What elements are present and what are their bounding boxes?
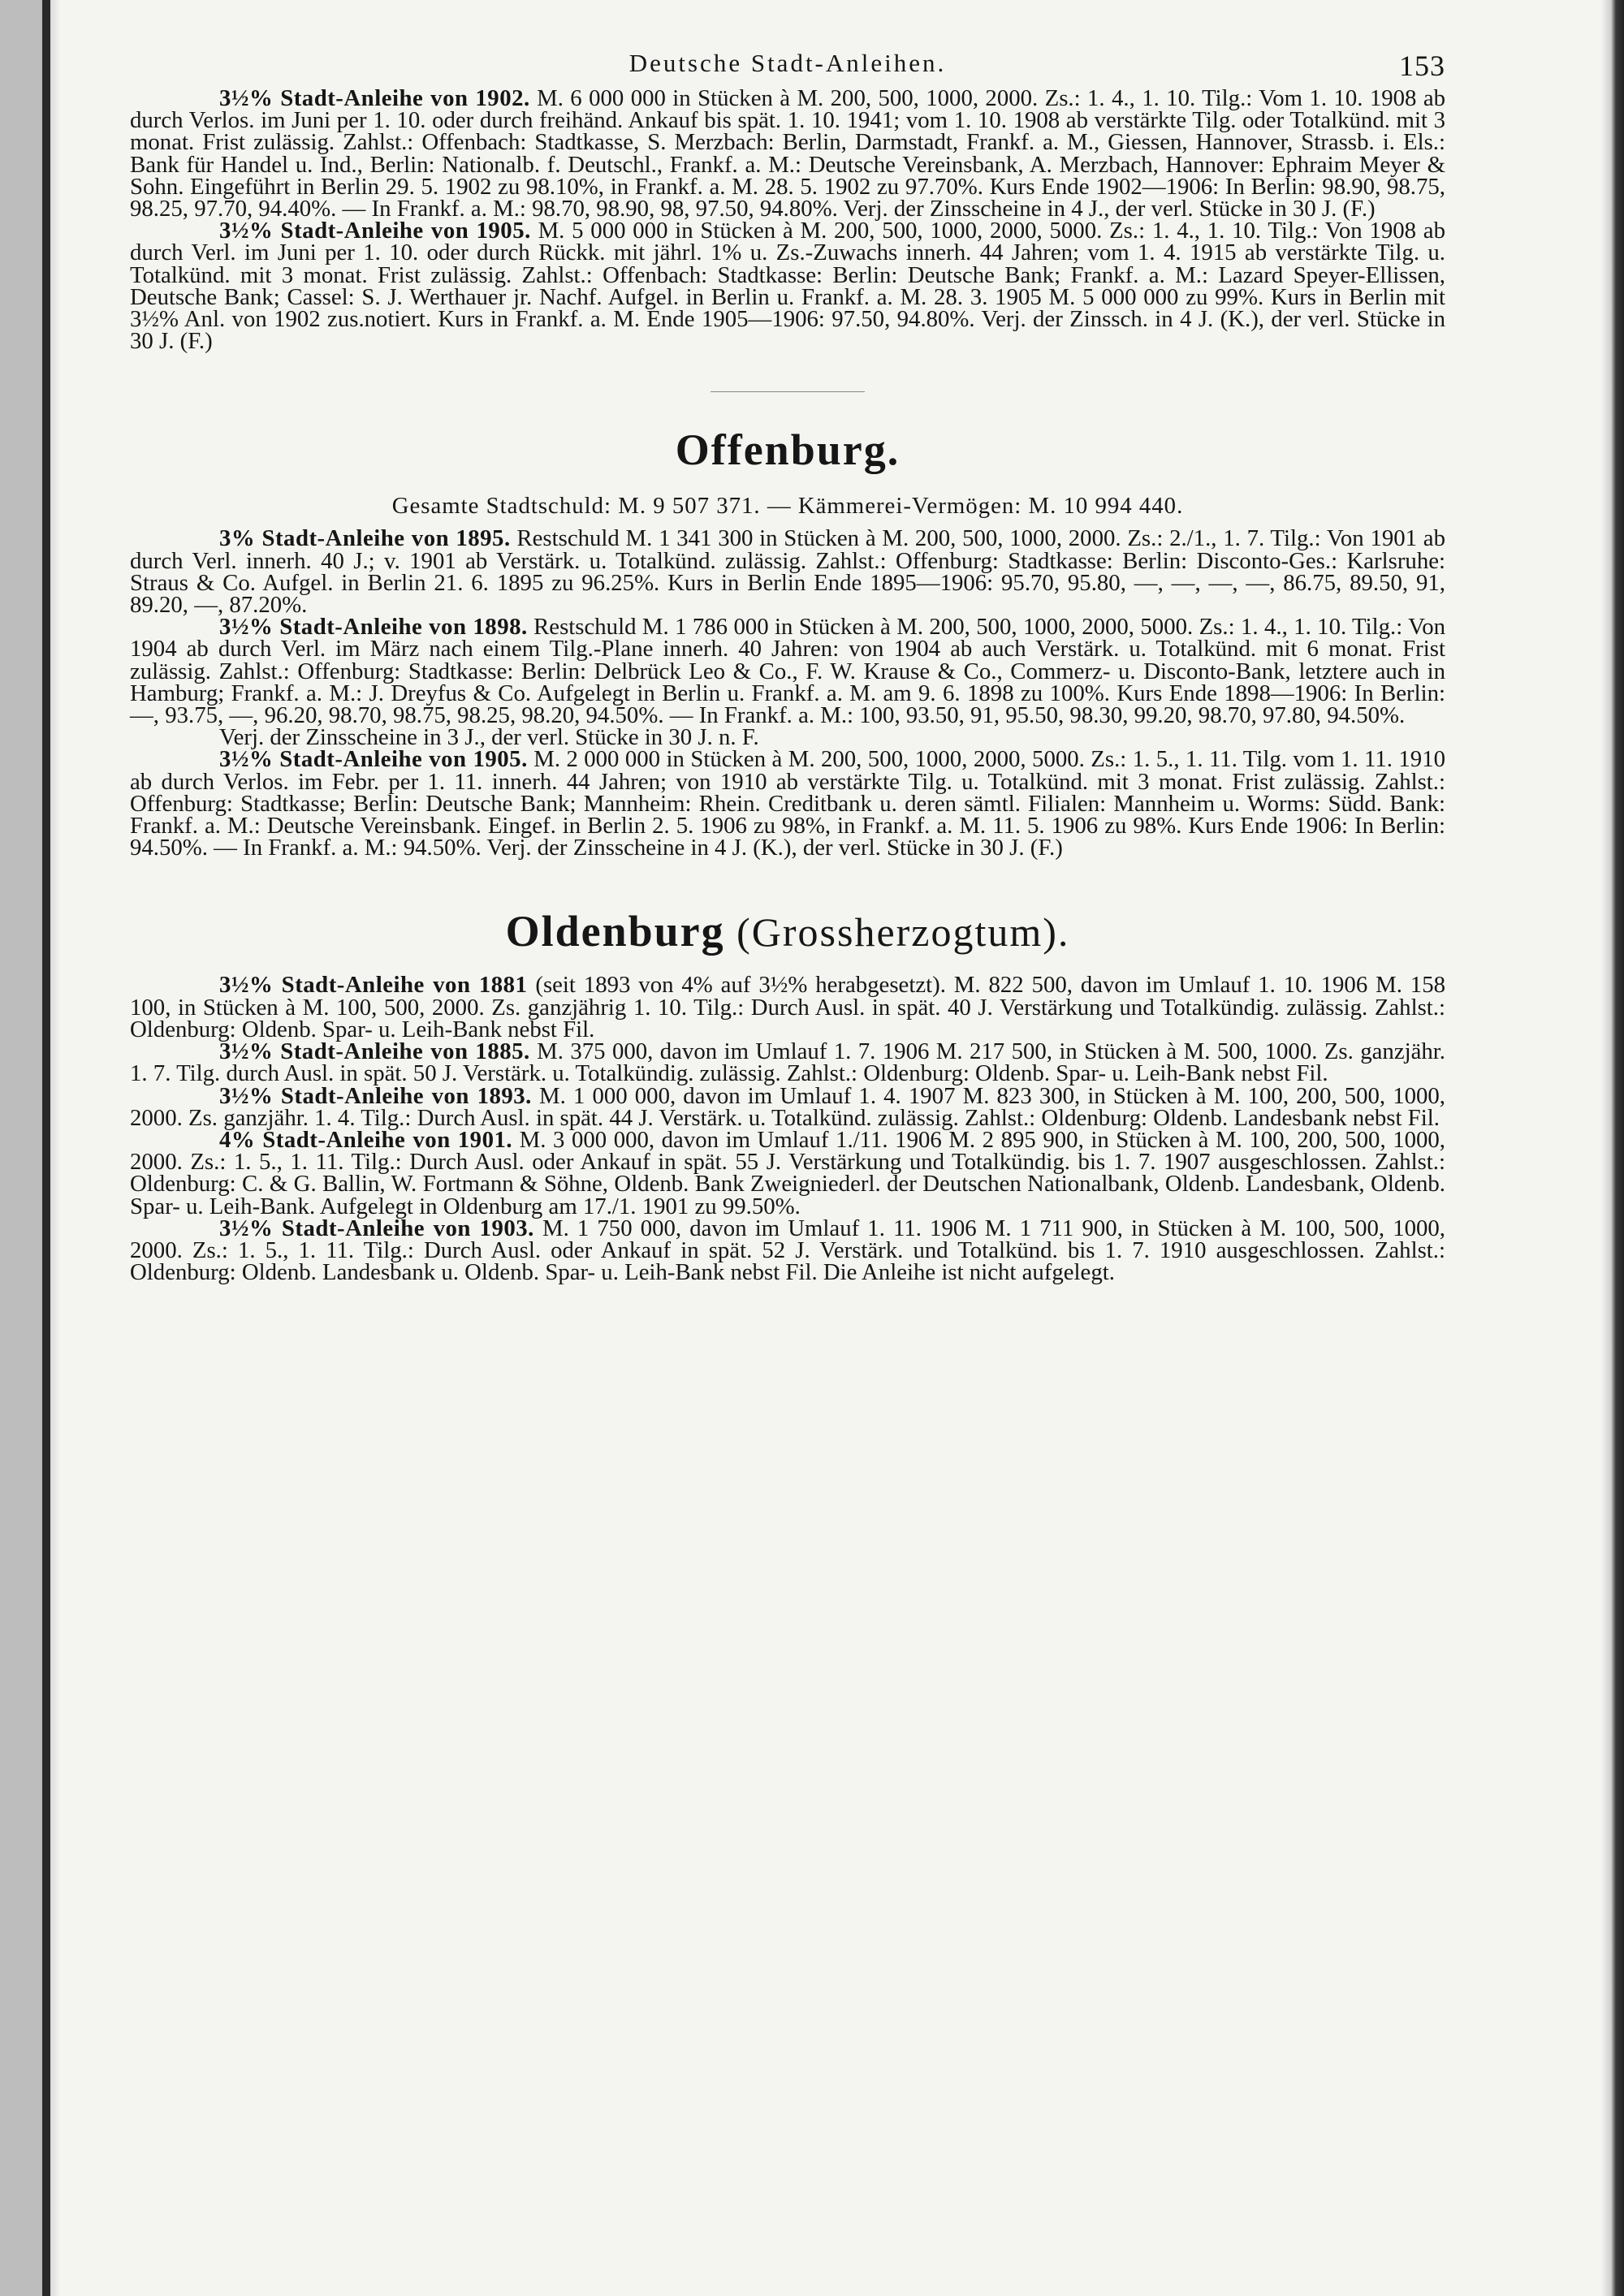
section-divider xyxy=(710,391,865,392)
entry-lead: 3½% Stadt-Anleihe von 1893. xyxy=(219,1082,532,1109)
page-right-edge xyxy=(1601,0,1624,2296)
city-name: Offenburg. xyxy=(675,425,901,475)
loan-entry xyxy=(130,85,1445,222)
entry-text: M. 1 000 000, davon im Umlauf 1. 4. 1907 M. 823 300, in Stücken à M. 100, 200, 500, 1000, 2000. Zs. ganzjähr. 1. 4. Tilg.: Durch Ausl. in spät. 44 J. Verstärk. u. Totalkünd. zulässig. Zahlst.: Oldenburg: Oldenb. Landesbank nebst Fil. xyxy=(130,1082,1445,1131)
city-name: Oldenburg xyxy=(505,907,725,956)
entry-text: M. 6 000 000 in Stücken à M. 200, 500, 1000, 2000. Zs.: 1. 4., 1. 10. Tilg.: Vom 1. 10. 1908 ab durch Verlos. im Juni per 1. 10. oder durch freihänd. Ankauf bis spät. 1. 10. 1941; vom 1. 10. 1908 ab verstärkte Tilg. oder Totalkünd. mit 3 monat. Frist zulässig. Zahlst.: Offenbach: Stadtkasse, S. Merzbach: Berlin, Darmstadt, Frankf. a. M., Giessen, Hannover, Strassb. i. Els.: Bank für Handel u. Ind., Berlin: Nationalb. f. Deutschl., Frankf. a. M.: Deutsche Vereinsbank, A. Merzbach, Hannover: Ephraim Meyer & Sohn. Eingeführt in Berlin 29. 5. 1902 zu 98.10%, in Frankf. a. M. 28. 5. 1902 zu 97.70%. Kurs Ende 1902—1906: In Berlin: 98.90, 98.75, 98.25, 97.70, 94.40%. — In Frankf. a. M.: 98.70, 98.90, 98, 97.50, 94.80%. Verj. der Zinsscheine in 4 J., der verl. Stücke in 30 J. (F.) xyxy=(130,85,1445,222)
loan-entry xyxy=(130,525,1445,619)
entry-lead: 4% Stadt-Anleihe von 1901. xyxy=(219,1126,513,1153)
entry-text: Restschuld M. 1 341 300 in Stücken à M. 200, 500, 1000, 2000. Zs.: 2./1., 1. 7. Tilg.: Von 1901 ab durch Verl. innerh. 40 J.; v. 1901 ab Verstärk. u. Totalkünd. zulässig. Zahlst.: Offenburg: Stadtkasse: Berlin: Disconto-Ges.: Karlsruhe: Straus & Co. Aufgel. in Berlin 21. 6. 1895 zu 96.25%. Kurs in Berlin Ende 1895—1906: 95.70, 95.80, —, —, —, —, 86.75, 89.50, 91, 89.20, —, 87.20%. xyxy=(130,525,1445,619)
loan-entry xyxy=(130,616,1445,727)
city-heading xyxy=(130,906,1445,956)
loan-entry xyxy=(130,1126,1445,1219)
entry-lead: 3½% Stadt-Anleihe von 1903. xyxy=(219,1215,534,1241)
document-page xyxy=(130,49,1445,1284)
entry-lead: 3½% Stadt-Anleihe von 1898. xyxy=(219,614,528,641)
section-offenburg xyxy=(130,425,1445,859)
loan-entry xyxy=(130,1215,1445,1286)
page-number: 153 xyxy=(1399,50,1445,82)
entry-lead: 3% Stadt-Anleihe von 1895. xyxy=(219,525,511,552)
entry-text: M. 3 000 000, davon im Umlauf 1./11. 1906 M. 2 895 900, in Stücken à M. 100, 200, 500, 1000, 2000. Zs.: 1. 5., 1. 11. Tilg.: Durch Ausl. oder Ankauf in spät. 55 J. Verstärkung und Totalkündig. bis 1. 7. 1907 ausgeschlossen. Zahlst.: Oldenburg: C. & G. Ballin, W. Fortmann & Söhne, Oldenb. Bank Zweigniederl. der Deutschen Nationalbank, Oldenb. Landesbank, Oldenb. Spar- u. Leih-Bank. Aufgelegt in Oldenburg am 17./1. 1901 zu 99.50%. xyxy=(130,1126,1445,1219)
loan-entry xyxy=(130,1038,1445,1087)
entry-text: (seit 1893 von 4% auf 3½% herabgesetzt). M. 822 500, davon im Umlauf 1. 10. 1906 M. 158 100, in Stücken à M. 100, 500, 2000. Zs. ganzjährig 1. 10. Tilg.: Durch Ausl. in spät. 40 J. Verstärkung und Totalkündig. zulässig. Zahlst.: Oldenburg: Oldenb. Spar- u. Leih-Bank nebst Fil. xyxy=(130,972,1446,1042)
loan-entry xyxy=(130,1082,1445,1131)
entry-lead: 3½% Stadt-Anleihe von 1905. xyxy=(219,746,528,773)
debt-summary: Gesamte Stadtschuld: M. 9 507 371. — Kämmerei-Vermögen: M. 10 994 440. xyxy=(391,493,1184,520)
loan-entry xyxy=(130,746,1445,861)
entry-text: M. 5 000 000 in Stücken à M. 200, 500, 1000, 2000, 5000. Zs.: 1. 4., 1. 10. Tilg.: Von 1908 ab durch Verl. im Juni per 1. 10. oder durch Rückk. mit jährl. 1% u. Zs.-Zuwachs innerh. 44 Jahren; vom 1. 4. 1915 ab verstärkte Tilg. u. Totalkünd. mit 3 monat. Frist zulässig. Zahlst.: Offenbach: Stadtkasse: Berlin: Deutsche Bank; Frankf. a. M.: Lazard Speyer-Ellissen, Deutsche Bank; Cassel: S. J. Werthauer jr. Nachf. Aufgel. in Berlin u. Frankf. a. M. 28. 3. 1905 M. 5 000 000 zu 99%. Kurs in Berlin mit 3½% Anl. von 1902 zus.notiert. Kurs in Frankf. a. M. Ende 1905—1906: 97.50, 94.80%. Verj. der Zinssch. in 4 J. (K.), der verl. Stücke in 30 J. (F.) xyxy=(130,218,1445,355)
section-gap xyxy=(130,859,1445,906)
entry-text: M. 2 000 000 in Stücken à M. 200, 500, 1000, 2000, 5000. Zs.: 1. 5., 1. 11. Tilg. vom 1. 11. 1910 ab durch Verlos. im Febr. per 1. 11. innerh. 44 Jahren; von 1910 ab verstärkte Tilg. u. Totalkünd. mit 3 monat. Frist zulässig. Zahlst.: Offenburg: Stadtkasse; Berlin: Deutsche Bank; Mannheim: Rhein. Creditbank u. deren sämtl. Filialen: Mannheim u. Worms: Südd. Bank: Frankf. a. M.: Deutsche Vereinsbank. Eingef. in Berlin 2. 5. 1906 zu 98%, in Frankf. a. M. 11. 5. 1906 zu 98%. Kurs Ende 1906: In Berlin: 94.50%. — In Frankf. a. M.: 94.50%. Verj. der Zinsscheine in 4 J. (K.), der verl. Stücke in 30 J. (F.) xyxy=(130,746,1445,861)
entry-text: M. 375 000, davon im Umlauf 1. 7. 1906 M. 217 500, in Stücken à M. 500, 1000. Zs. ganzjähr. 1. 7. Tilg. durch Ausl. in spät. 50 J. Verstärk. u. Totalkündig. zulässig. Zahlst.: Oldenburg: Oldenb. Spar- u. Leih-Bank nebst Fil. xyxy=(130,1038,1445,1087)
entry-lead: 3½% Stadt-Anleihe von 1902. xyxy=(219,85,530,111)
running-title: Deutsche Stadt-Anleihen. xyxy=(628,49,947,77)
section-offenbach-continued xyxy=(130,85,1445,355)
entry-text: Restschuld M. 1 786 000 in Stücken à M. 200, 500, 1000, 2000, 5000. Zs.: 1. 4., 1. 10. Tilg.: Von 1904 ab durch Verl. im März nach einem Tilg.-Plane innerh. 40 Jahren: von 1904 ab auch Verstärk. u. Totalkünd. mit 6 monat. Frist zulässig. Zahlst.: Offenburg: Stadtkasse: Berlin: Delbrück Leo & Co., F. W. Krause & Co., Commerz- u. Disconto-Bank, letztere auch in Hamburg; Frankf. a. M.: J. Dreyfus & Co. Aufgelegt in Berlin u. Frankf. a. M. am 9. 6. 1898 zu 100%. Kurs Ende 1898—1906: In Berlin: —, 93.75, —, 96.20, 98.70, 98.75, 98.25, 98.20, 94.50%. — In Frankf. a. M.: 100, 93.50, 91, 95.50, 98.30, 99.20, 98.70, 97.80, 94.50%. xyxy=(130,614,1445,729)
city-subtitle: (Grossherzogtum). xyxy=(724,909,1070,956)
loan-entry xyxy=(130,974,1445,1041)
city-heading xyxy=(130,425,1445,475)
running-header xyxy=(130,49,1445,88)
entry-text: M. 1 750 000, davon im Umlauf 1. 11. 1906 M. 1 711 900, in Stücken à M. 100, 500, 1000, 2000. Zs.: 1. 5., 1. 11. Tilg.: Durch Ausl. oder Ankauf in spät. 52 J. Verstärk. und Totalkünd. bis 1. 7. 1910 ausgeschlossen. Zahlst.: Oldenburg: Oldenb. Landesbank u. Oldenb. Spar- u. Leih-Bank nebst Fil. Die Anleihe ist nicht aufgelegt. xyxy=(130,1215,1445,1286)
section-oldenburg xyxy=(130,906,1445,1284)
entry-text: Verj. der Zinsscheine in 3 J., der verl. Stücke in 30 J. n. F. xyxy=(219,724,759,751)
entry-lead: 3½% Stadt-Anleihe von 1905. xyxy=(219,218,531,244)
entry-lead: 3½% Stadt-Anleihe von 1881 xyxy=(219,972,528,999)
entry-lead: 3½% Stadt-Anleihe von 1885. xyxy=(219,1038,530,1065)
loan-entry xyxy=(130,218,1445,355)
loan-note xyxy=(130,724,1445,751)
page-left-edge xyxy=(0,0,60,2296)
